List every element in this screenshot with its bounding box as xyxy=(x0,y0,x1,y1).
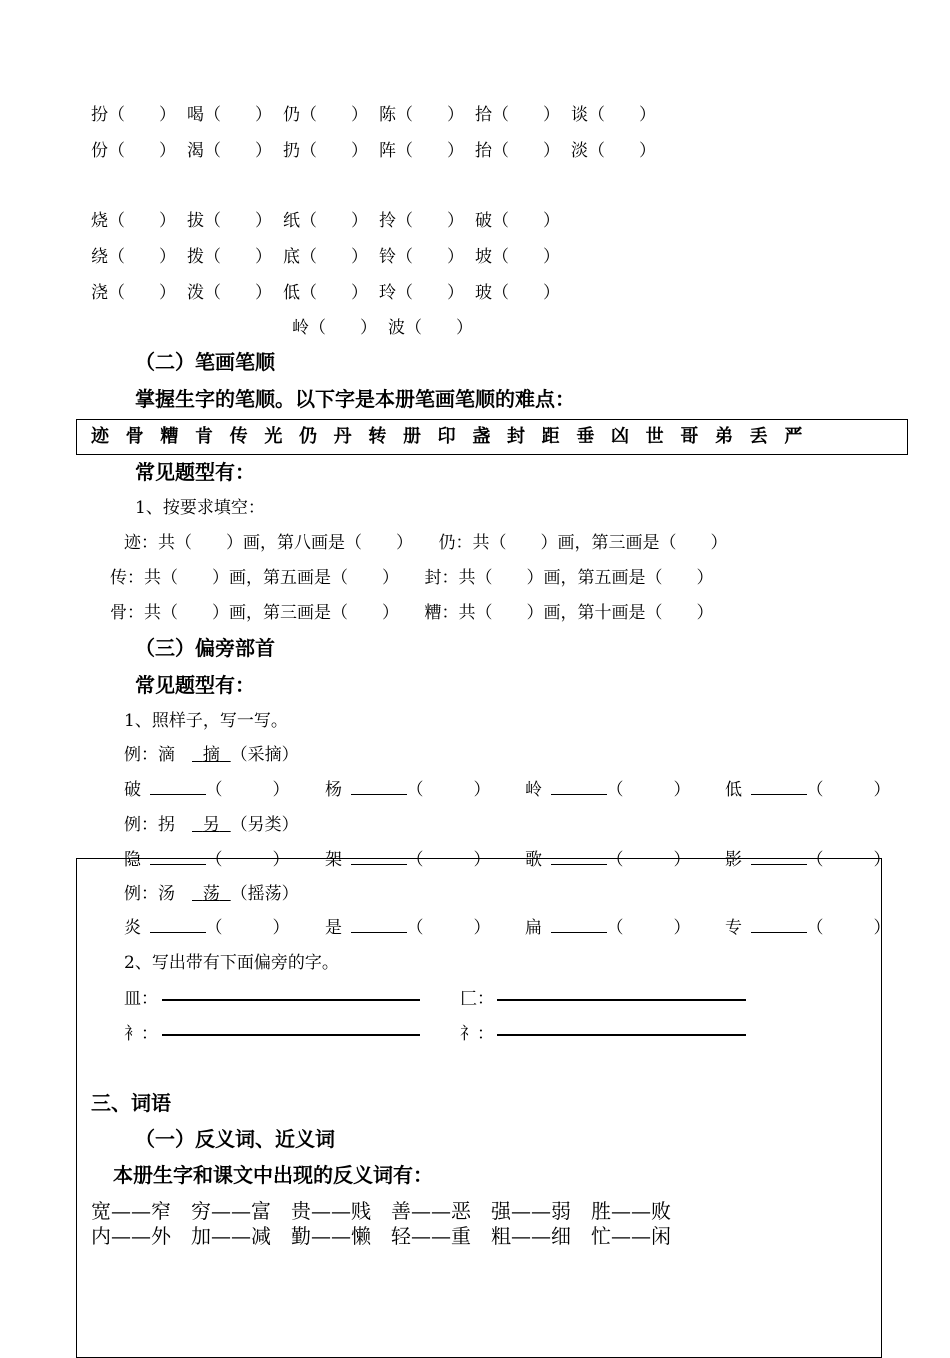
stroke-line-2: 传：共（ ）画，第五画是（ ） 封：共（ ）画，第五画是（ ） xyxy=(110,568,714,588)
radical-label-1: 皿： xyxy=(124,989,158,1009)
char-item: 渴（ ） xyxy=(187,141,272,161)
example-prefix: 例：滴 xyxy=(124,745,192,765)
subsection-antonyms: （一）反义词、近义词 xyxy=(135,1127,335,1151)
answer-blank[interactable] xyxy=(150,918,206,933)
radical-label-2: 匚： xyxy=(460,989,494,1009)
char-item: 绕（ ） xyxy=(91,247,176,267)
hard-chars: 迹 骨 糟 肯 传 光 仍 丹 转 册 印 盏 封 距 垂 凶 世 哥 弟 丢 严 xyxy=(91,426,808,447)
char-item: 破（ ） xyxy=(475,211,560,231)
char-item: 底（ ） xyxy=(283,247,368,267)
char-item: 岭（ ） xyxy=(292,318,377,338)
char-item: 拎（ ） xyxy=(379,211,464,231)
char-item: 铃（ ） xyxy=(379,247,464,267)
fill-item: 歌 （ ） xyxy=(525,850,691,870)
char-item: 份（ ） xyxy=(91,141,176,161)
antonyms-row-2: 内——外 加——减 勤——懒 轻——重 粗——细 忙——闲 xyxy=(91,1224,671,1248)
stroke-line-3: 骨：共（ ）画，第三画是（ ） 糟：共（ ）画，第十画是（ ） xyxy=(110,603,714,623)
char-item: 烧（ ） xyxy=(91,211,176,231)
example-suffix: （采摘） xyxy=(230,745,299,765)
answer-line[interactable] xyxy=(497,999,746,1001)
fill-item: 破 （ ） xyxy=(124,780,290,800)
char-item: 扔（ ） xyxy=(283,141,368,161)
types-label-radicals: 常见题型有： xyxy=(135,673,255,697)
answer-blank[interactable] xyxy=(551,918,607,933)
section-heading-strokes: （二）笔画笔顺 xyxy=(135,350,275,374)
fill-item: 炎 （ ） xyxy=(124,918,290,938)
char-item: 坡（ ） xyxy=(475,247,560,267)
example-2 xyxy=(124,810,299,835)
answer-line[interactable] xyxy=(162,1034,420,1036)
example-answer: 另 xyxy=(202,815,220,835)
answer-blank[interactable] xyxy=(751,918,807,933)
fill-item: 专 （ ） xyxy=(725,918,891,938)
radical-label-3: 衤： xyxy=(124,1024,158,1044)
answer-blank[interactable] xyxy=(751,850,807,865)
char-item: 仍（ ） xyxy=(283,105,368,125)
fill-item: 杨 （ ） xyxy=(325,780,491,800)
answer-blank[interactable] xyxy=(551,850,607,865)
question-1-radicals: 1、照样子，写一写。 xyxy=(124,711,288,731)
answer-blank[interactable] xyxy=(351,918,407,933)
char-item: 扮（ ） xyxy=(91,105,176,125)
example-3 xyxy=(124,879,299,904)
char-item: 玻（ ） xyxy=(475,283,560,303)
char-item: 谈（ ） xyxy=(571,105,656,125)
char-item: 波（ ） xyxy=(388,318,473,338)
answer-blank[interactable] xyxy=(150,780,206,795)
char-item: 浇（ ） xyxy=(91,283,176,303)
fill-item: 扁 （ ） xyxy=(525,918,691,938)
fill-item: 架 （ ） xyxy=(325,850,491,870)
char-item: 抬（ ） xyxy=(475,141,560,161)
char-item: 拔（ ） xyxy=(187,211,272,231)
char-item: 拨（ ） xyxy=(187,247,272,267)
answer-blank[interactable] xyxy=(351,850,407,865)
char-item: 喝（ ） xyxy=(187,105,272,125)
example-suffix: （另类） xyxy=(230,815,299,835)
antonyms-intro: 本册生字和课文中出现的反义词有： xyxy=(113,1163,433,1187)
radical-label-4: 礻： xyxy=(460,1024,494,1044)
char-item: 拾（ ） xyxy=(475,105,560,125)
answer-blank[interactable] xyxy=(351,780,407,795)
section-heading-words: 三、词语 xyxy=(91,1091,171,1115)
types-label-strokes: 常见题型有： xyxy=(135,460,255,484)
section-heading-radicals: （三）偏旁部首 xyxy=(135,636,275,660)
char-item: 玲（ ） xyxy=(379,283,464,303)
example-1 xyxy=(124,740,299,765)
answer-blank[interactable] xyxy=(551,780,607,795)
example-answer: 摘 xyxy=(202,745,220,765)
fill-item: 岭 （ ） xyxy=(525,780,691,800)
question-2-radicals: 2、写出带有下面偏旁的字。 xyxy=(124,953,339,973)
antonyms-row-1: 宽——窄 穷——富 贵——贱 善——恶 强——弱 胜——败 xyxy=(91,1199,671,1223)
fill-item: 低 （ ） xyxy=(725,780,891,800)
hard-chars-box xyxy=(76,419,908,455)
char-item: 低（ ） xyxy=(283,283,368,303)
example-suffix: （摇荡） xyxy=(230,884,299,904)
answer-blank[interactable] xyxy=(751,780,807,795)
stroke-line-1: 迹：共（ ）画，第八画是（ ） 仍：共（ ）画，第三画是（ ） xyxy=(124,533,728,553)
example-prefix: 例：汤 xyxy=(124,884,192,904)
answer-line[interactable] xyxy=(162,999,420,1001)
answer-line[interactable] xyxy=(497,1034,746,1036)
example-answer: 荡 xyxy=(202,884,220,904)
fill-item: 隐 （ ） xyxy=(124,850,290,870)
char-item: 淡（ ） xyxy=(571,141,656,161)
char-item: 纸（ ） xyxy=(283,211,368,231)
char-item: 泼（ ） xyxy=(187,283,272,303)
stroke-intro: 掌握生字的笔顺。以下字是本册笔画笔顺的难点： xyxy=(135,387,575,411)
fill-item: 是 （ ） xyxy=(325,918,491,938)
fill-item: 影 （ ） xyxy=(725,850,891,870)
example-prefix: 例：拐 xyxy=(124,815,192,835)
question-1-strokes: 1、按要求填空： xyxy=(135,498,265,518)
char-item: 阵（ ） xyxy=(379,141,464,161)
char-item: 陈（ ） xyxy=(379,105,464,125)
answer-blank[interactable] xyxy=(150,850,206,865)
